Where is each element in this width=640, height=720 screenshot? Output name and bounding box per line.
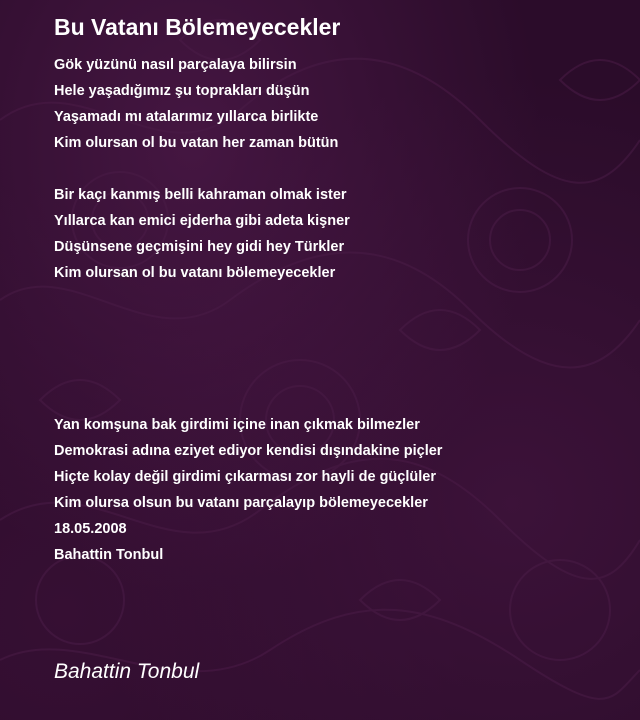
poem-line: Demokrasi adına eziyet ediyor kendisi dışındakine piçler [54, 443, 443, 459]
poem-line: Gök yüzünü nasıl parçalaya bilirsin [54, 57, 297, 73]
poem-line: Hiçte kolay değil girdimi çıkarması zor hayli de güçlüler [54, 469, 436, 485]
poem-line: Yaşamadı mı atalarımız yıllarca birlikte [54, 109, 319, 125]
stanza-1 [54, 52, 338, 156]
poem-line: Yan komşuna bak girdimi içine inan çıkmak bilmezler [54, 417, 420, 433]
poem-line: Hele yaşadığımız şu toprakları düşün [54, 83, 310, 99]
poem-line: Kim olursan ol bu vatan her zaman bütün [54, 135, 339, 151]
stanza-2 [54, 182, 350, 286]
author-signature: Bahattin Tonbul [54, 660, 200, 683]
poem-line: Yıllarca kan emici ejderha gibi adeta kişner [54, 213, 350, 229]
poem-line: Bir kaçı kanmış belli kahraman olmak ister [54, 187, 347, 203]
poem-line: Kim olursa olsun bu vatanı parçalayıp bölemeyecekler [54, 495, 428, 511]
stanza-3 [54, 412, 442, 568]
poem-author-line: Bahattin Tonbul [54, 547, 164, 563]
poem-line: Kim olursan ol bu vatanı bölemeyecekler [54, 265, 336, 281]
poem-line: Düşünsene geçmişini hey gidi hey Türkler [54, 239, 345, 255]
poem-title: Bu Vatanı Bölemeyecekler [54, 14, 341, 40]
poem-date: 18.05.2008 [54, 521, 127, 537]
